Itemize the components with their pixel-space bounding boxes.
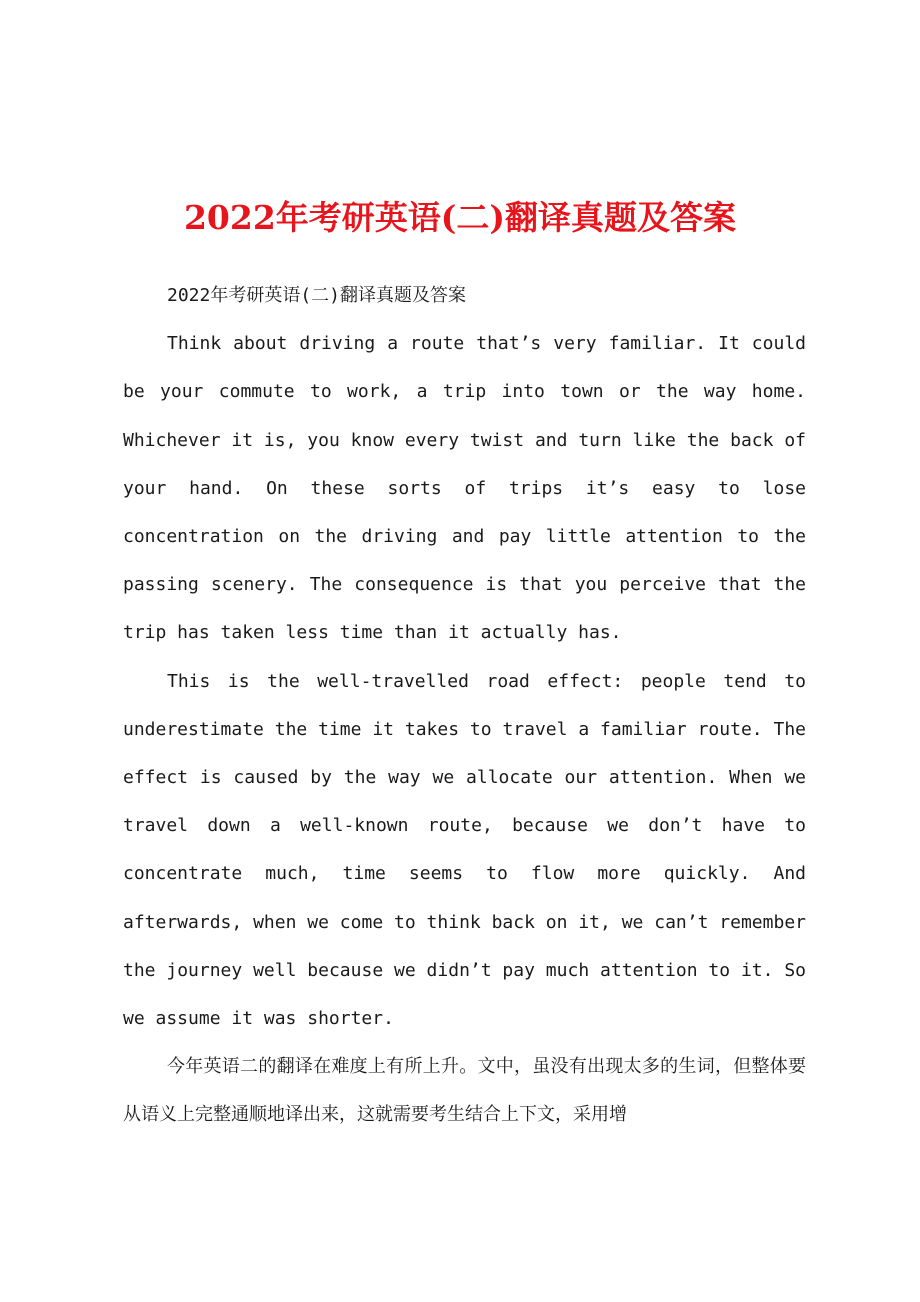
paragraph-2: This is the well-travelled road effect: people tend to underestimate the time it takes to travel a familiar route. The effect is caused by the way we allocate our attention. When we travel down a well-known route, because we don’t have to concentrate much, time seems to flow more quickly. And afterwards, when we come to think back on it, we can’t remember the journey well because we didn’t pay much attention to it. So we assume it was shorter. (123, 670, 806, 1030)
document-subtitle: 2022年考研英语(二)翻译真题及答案 (167, 285, 467, 306)
document-body (123, 272, 806, 1140)
paragraph-3: 今年英语二的翻译在难度上有所上升。文中，虽没有出现太多的生词，但整体要从语义上完整通顺地译出来，这就需要考生结合上下文，采用增 (123, 1056, 806, 1126)
paragraph-1: Think about driving a route that’s very familiar. It could be your commute to work, a trip into town or the way home. Whichever it is, you know every twist and turn like the back of your hand. On these sorts of trips it’s easy to lose concentration on the driving and pay little attention to the passing scenery. The consequence is that you perceive that the trip has taken less time than it actually has. (123, 333, 806, 644)
document-title: 2022年考研英语(二)翻译真题及答案 (183, 198, 737, 237)
